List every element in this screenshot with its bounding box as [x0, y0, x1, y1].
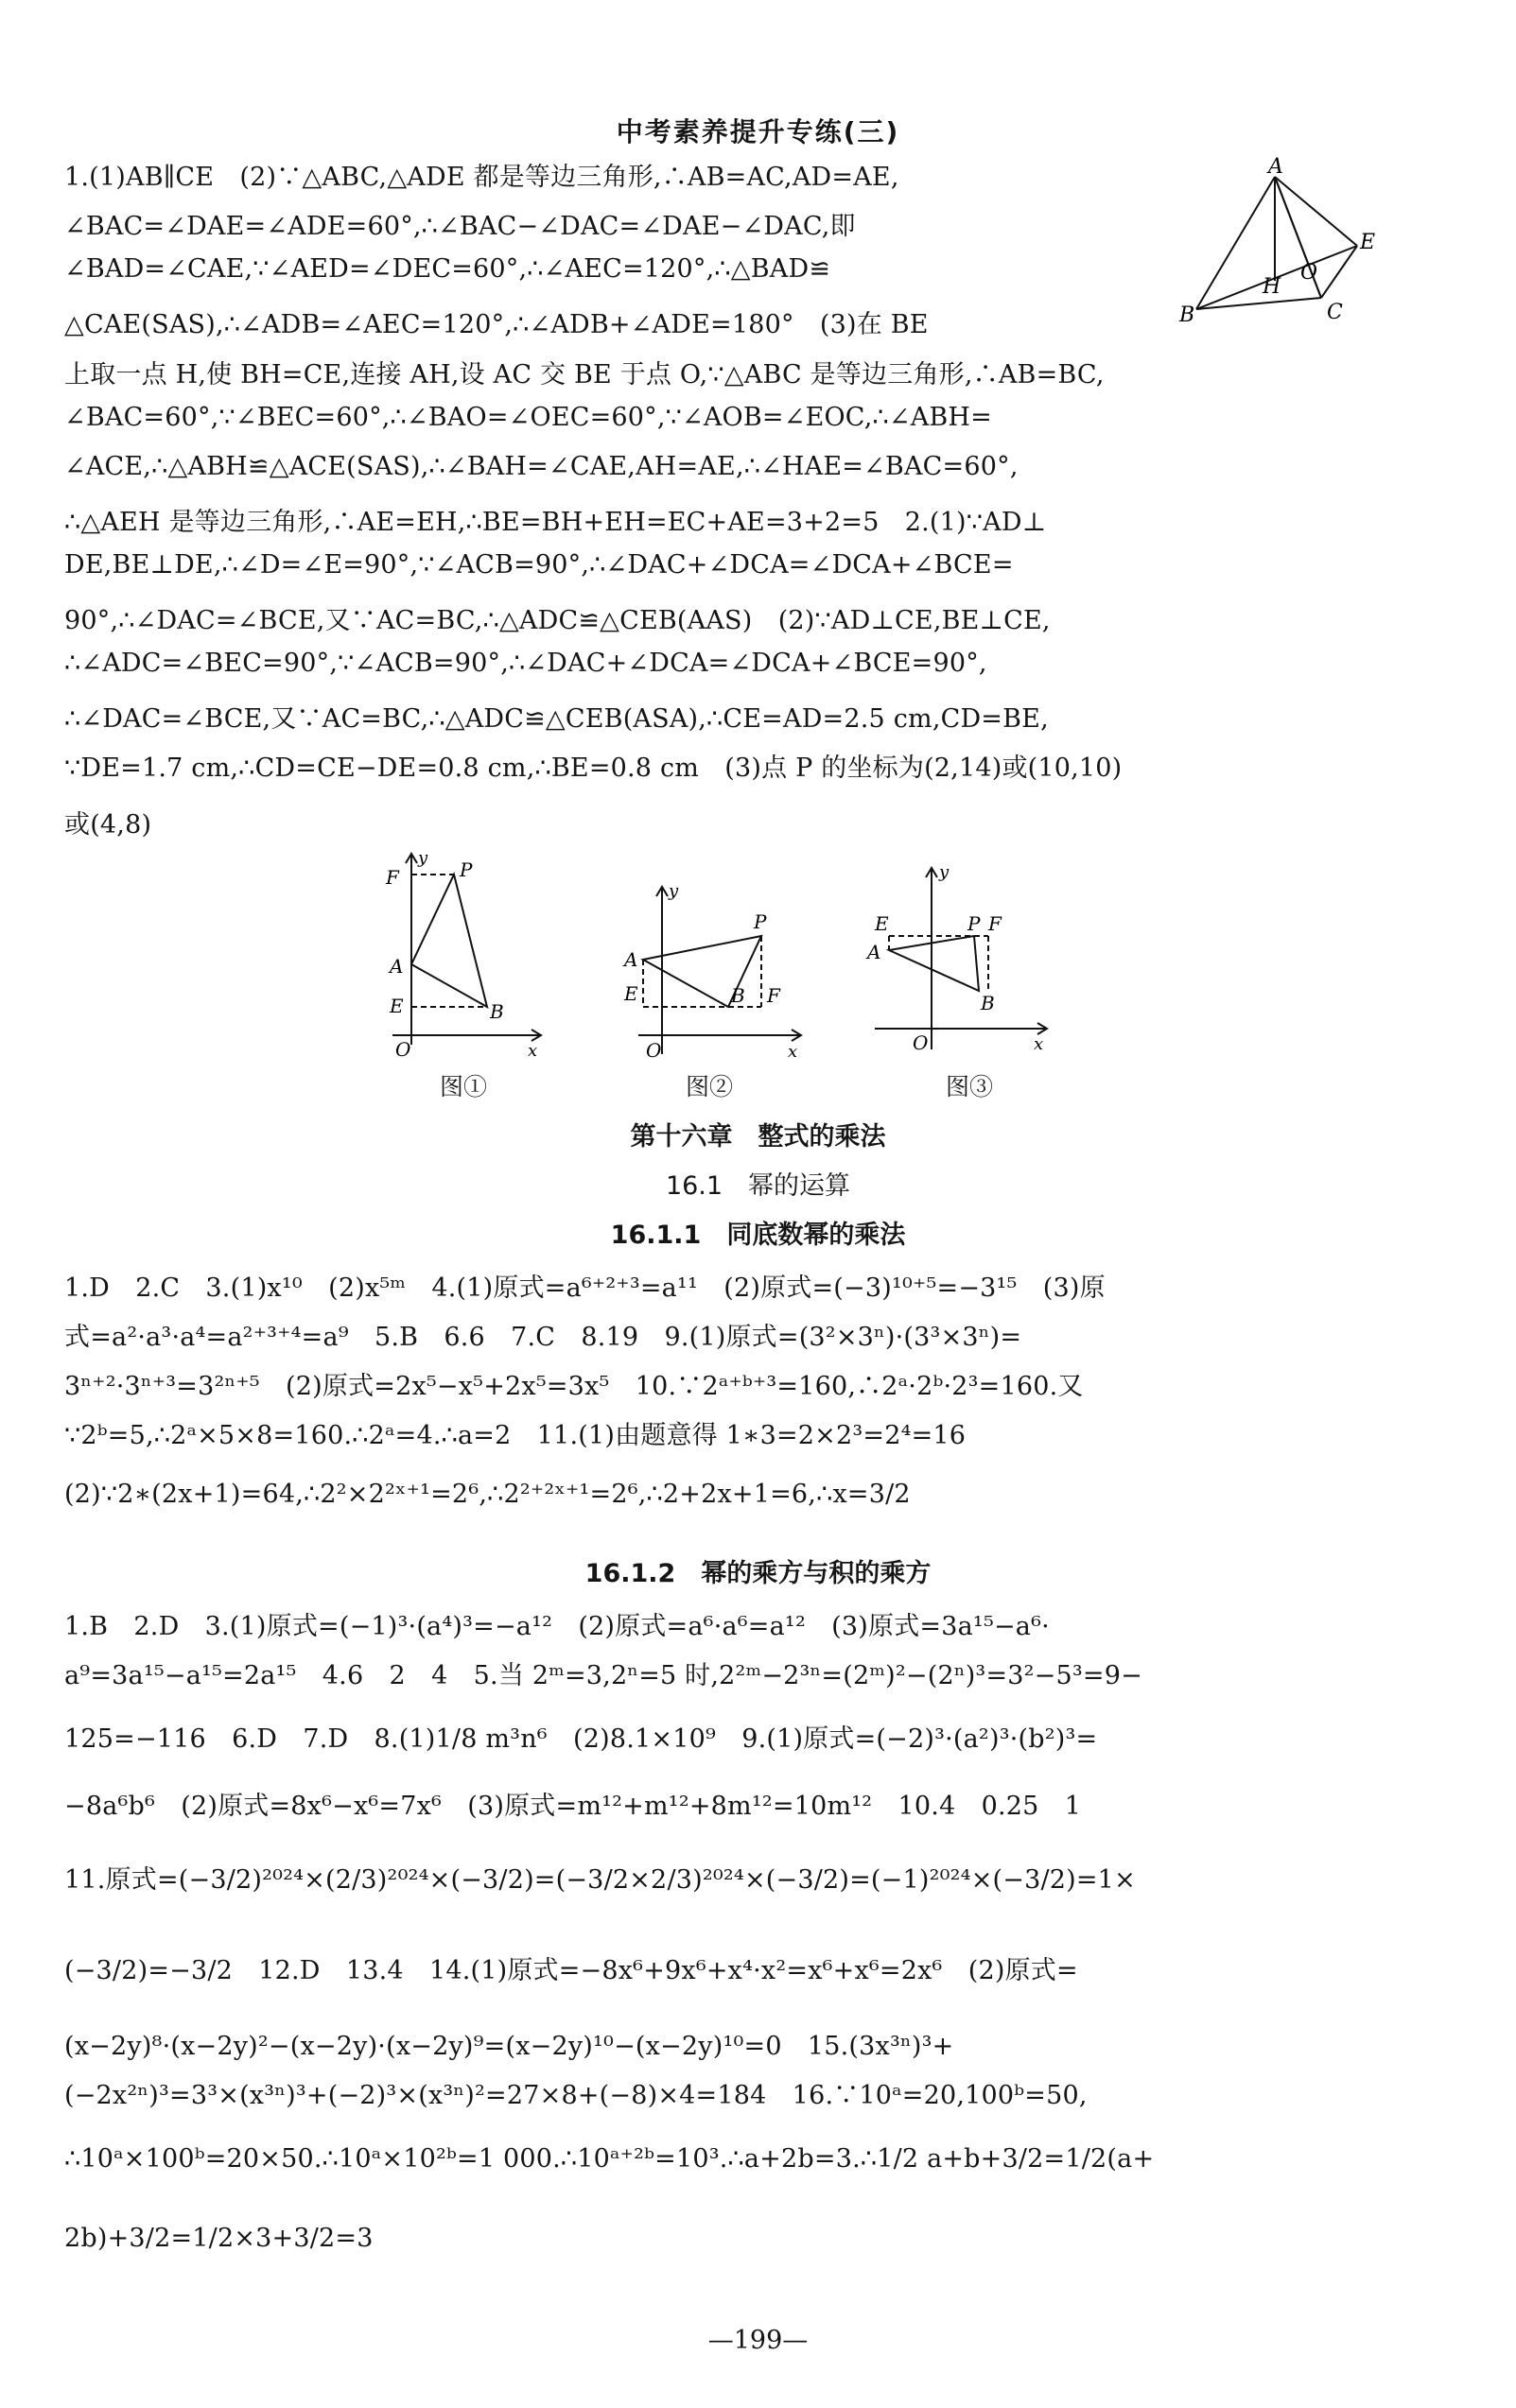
fig2-label-O: O — [646, 1039, 662, 1062]
fig-label-O: O — [1300, 261, 1318, 285]
fig-label-E: E — [1360, 231, 1376, 254]
text-line: 2b)+3/2=1/2×3+3/2=3 — [64, 2224, 374, 2253]
text-line: ∠BAC=60°,∵∠BEC=60°,∴∠BAO=∠OEC=60°,∵∠AOB=∠EOC,∴∠ABH= — [64, 403, 993, 432]
fig3-label-A: A — [867, 941, 881, 963]
text-line: 1.D 2.C 3.(1)x¹⁰ (2)x⁵ᵐ 4.(1)原式=a⁶⁺²⁺³=a¹¹ (2)原式=(−3)¹⁰⁺⁵=−3¹⁵ (3)原 — [64, 1273, 1106, 1303]
fig2-label-P: P — [754, 910, 767, 933]
fig3-label-B: B — [981, 992, 995, 1014]
text-line: △CAE(SAS),∴∠ADB=∠AEC=120°,∴∠ADB+∠ADE=180° (3)在 BE — [64, 310, 929, 339]
figure-1 — [378, 846, 558, 1064]
fig1-label-x: x — [528, 1041, 538, 1061]
fig3-label-O: O — [913, 1031, 929, 1054]
figure-2-caption: 图② — [685, 1073, 733, 1100]
fig1-label-P: P — [460, 858, 473, 881]
fig1-label-E: E — [390, 995, 404, 1017]
fig2-label-B: B — [731, 984, 745, 1007]
text-line: ∵2ᵇ=5,∴2ᵃ×5×8=160.∴2ᵃ=4.∴a=2 11.(1)由题意得 1∗3=2×2³=2⁴=16 — [64, 1421, 967, 1450]
text-line: ∴△AEH 是等边三角形,∴AE=EH,∴BE=BH+EH=EC+AE=3+2=5 2.(1)∵AD⊥ — [64, 508, 1047, 537]
subsection-title: 16.1.2 幂的乘方与积的乘方 — [584, 1559, 932, 1588]
fig-label-C: C — [1327, 301, 1343, 324]
fig1-label-B: B — [490, 1000, 504, 1023]
fig3-label-E: E — [875, 912, 889, 935]
fig1-label-y: y — [418, 848, 428, 868]
figure-1-caption: 图① — [439, 1073, 487, 1100]
page-title: 中考素养提升专练(三) — [616, 116, 900, 147]
text-line: ∴10ᵃ×100ᵇ=20×50.∴10ᵃ×10²ᵇ=1 000.∴10ᵃ⁺²ᵇ=10³.∴a+2b=3.∴1/2 a+b+3/2=1/2(a+ — [64, 2144, 1155, 2174]
fig-label-B: B — [1179, 303, 1195, 327]
text-line: 1.(1)AB∥CE (2)∵△ABC,△ADE 都是等边三角形,∴AB=AC,AD=AE, — [64, 163, 899, 192]
text-line: ∠BAC=∠DAE=∠ADE=60°,∴∠BAC−∠DAC=∠DAE−∠DAC,即 — [64, 212, 856, 241]
text-line: ∠BAD=∠CAE,∵∠AED=∠DEC=60°,∴∠AEC=120°,∴△BAD≌ — [64, 254, 831, 284]
text-line: a⁹=3a¹⁵−a¹⁵=2a¹⁵ 4.6 2 4 5.当 2ᵐ=3,2ⁿ=5 时,2²ᵐ−2³ⁿ=(2ᵐ)²−(2ⁿ)³=3²−5³=9− — [64, 1661, 1142, 1690]
text-line: 1.B 2.D 3.(1)原式=(−1)³·(a⁴)³=−a¹² (2)原式=a⁶·a⁶=a¹² (3)原式=3a¹⁵−a⁶· — [64, 1612, 1050, 1641]
text-line: 125=−116 6.D 7.D 8.(1)1/8 m³n⁶ (2)8.1×10⁹ 9.(1)原式=(−2)³·(a²)³·(b²)³= — [64, 1724, 1098, 1754]
triangle-figure — [1177, 156, 1395, 331]
fig3-label-F: F — [988, 912, 1002, 935]
fig2-label-y: y — [669, 881, 679, 901]
text-line: 11.原式=(−3/2)²⁰²⁴×(2/3)²⁰²⁴×(−3/2)=(−3/2×2/3)²⁰²⁴×(−3/2)=(−1)²⁰²⁴×(−3/2)=1× — [64, 1865, 1136, 1895]
text-line: 或(4,8) — [64, 810, 152, 840]
fig-label-A: A — [1268, 156, 1283, 179]
text-line: ∴∠ADC=∠BEC=90°,∵∠ACB=90°,∴∠DAC+∠DCA=∠DCA+∠BCE=90°, — [64, 649, 987, 678]
text-line: ∠ACE,∴△ABH≌△ACE(SAS),∴∠BAH=∠CAE,AH=AE,∴∠HAE=∠BAC=60°, — [64, 452, 1019, 481]
figure-2 — [619, 879, 813, 1064]
fig2-label-x: x — [788, 1042, 798, 1062]
fig-label-H: H — [1263, 275, 1281, 299]
text-line: (2)∵2∗(2x+1)=64,∴2²×2²ˣ⁺¹=2⁶,∴2²⁺²ˣ⁺¹=2⁶,∴2+2x+1=6,∴x=3/2 — [64, 1480, 911, 1509]
text-line: −8a⁶b⁶ (2)原式=8x⁶−x⁶=7x⁶ (3)原式=m¹²+m¹²+8m¹²=10m¹² 10.4 0.25 1 — [64, 1792, 1082, 1821]
fig3-label-P: P — [967, 912, 981, 935]
chapter-title: 第十六章 整式的乘法 — [630, 1122, 886, 1152]
text-line: ∵DE=1.7 cm,∴CD=CE−DE=0.8 cm,∴BE=0.8 cm (3)点 P 的坐标为(2,14)或(10,10) — [64, 754, 1123, 783]
text-line: 上取一点 H,使 BH=CE,连接 AH,设 AC 交 BE 于点 O,∵△ABC 是等边三角形,∴AB=BC, — [64, 360, 1105, 390]
fig1-label-A: A — [390, 955, 404, 978]
text-line: (x−2y)⁸·(x−2y)²−(x−2y)·(x−2y)⁹=(x−2y)¹⁰−(x−2y)¹⁰=0 15.(3x³ⁿ)³+ — [64, 2032, 954, 2061]
text-line: 式=a²·a³·a⁴=a²⁺³⁺⁴=a⁹ 5.B 6.6 7.C 8.19 9.(1)原式=(3²×3ⁿ)·(3³×3ⁿ)= — [64, 1323, 1022, 1352]
fig2-label-E: E — [624, 982, 638, 1005]
figure-3-caption: 图③ — [945, 1073, 993, 1100]
text-line: ∴∠DAC=∠BCE,又∵AC=BC,∴△ADC≌△CEB(ASA),∴CE=AD=2.5 cm,CD=BE, — [64, 704, 1049, 734]
text-line: (−2x²ⁿ)³=3³×(x³ⁿ)³+(−2)³×(x³ⁿ)²=27×8+(−8)×4=184 16.∵10ᵃ=20,100ᵇ=50, — [64, 2081, 1088, 2110]
text-line: (−3/2)=−3/2 12.D 13.4 14.(1)原式=−8x⁶+9x⁶+x⁴·x²=x⁶+x⁶=2x⁶ (2)原式= — [64, 1956, 1078, 1985]
fig1-label-F: F — [386, 866, 399, 889]
text-line: DE,BE⊥DE,∴∠D=∠E=90°,∵∠ACB=90°,∴∠DAC+∠DCA=∠DCA+∠BCE= — [64, 550, 1014, 580]
text-line: 90°,∴∠DAC=∠BCE,又∵AC=BC,∴△ADC≌△CEB(AAS) (2)∵AD⊥CE,BE⊥CE, — [64, 606, 1051, 635]
fig1-label-O: O — [395, 1038, 411, 1061]
page-number: —199— — [707, 2326, 809, 2355]
section-title: 16.1 幂的运算 — [665, 1171, 851, 1201]
text-line: 3ⁿ⁺²·3ⁿ⁺³=3²ⁿ⁺⁵ (2)原式=2x⁵−x⁵+2x⁵=3x⁵ 10.∵2ᵃ⁺ᵇ⁺³=160,∴2ᵃ·2ᵇ·2³=160.又 — [64, 1372, 1084, 1401]
fig2-label-F: F — [767, 984, 780, 1007]
fig3-label-y: y — [939, 862, 950, 882]
fig3-label-x: x — [1034, 1034, 1044, 1054]
figure-3 — [865, 860, 1054, 1064]
fig2-label-A: A — [624, 948, 638, 971]
subsection-title: 16.1.1 同底数幂的乘法 — [610, 1221, 906, 1250]
